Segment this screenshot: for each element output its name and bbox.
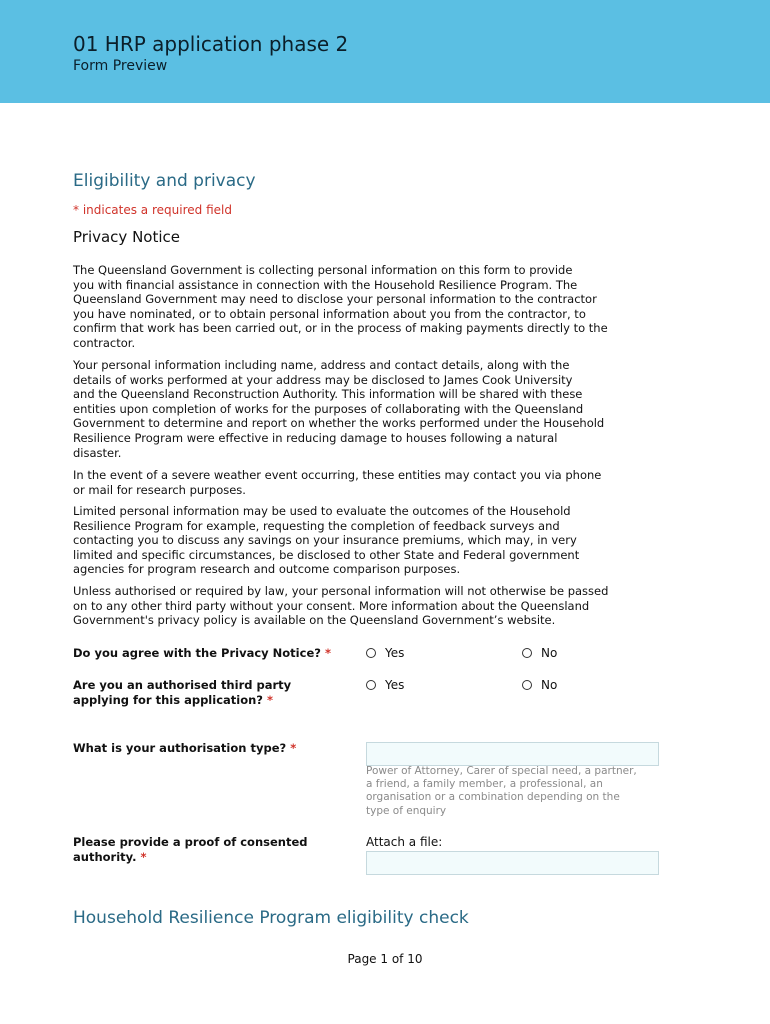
text-line: Your personal information including name, address and contact details, along with the [73, 358, 570, 372]
text-line: contacting you to discuss any savings on your insurance premiums, which may, in very [73, 533, 577, 548]
attach-file-label: Attach a file: [366, 835, 443, 849]
help-line: Power of Attorney, Carer of special need, a partner, [366, 765, 637, 777]
header-banner [0, 0, 770, 103]
text-line: In the event of a severe weather event occurring, these entities may contact you via phone [73, 468, 602, 482]
text-line: details of works performed at your address may be disclosed to James Cook University [73, 372, 573, 387]
authorised-third-party-label [73, 678, 363, 707]
text-line: Resilience Program for example, requesting the completion of feedback surveys and [73, 518, 560, 533]
text-line: you with financial assistance in connection with the Household Resilience Program. The [73, 277, 578, 292]
privacy-agree-label [73, 646, 363, 661]
authorisation-type-label [73, 741, 363, 756]
privacy-paragraph [73, 358, 685, 460]
required-field-note: * indicates a required field [73, 203, 232, 217]
form-title: 01 HRP application phase 2 [73, 32, 349, 56]
text-line: disaster. [73, 445, 122, 460]
question-text: Are you an authorised third party [73, 678, 292, 692]
radio-label: No [541, 678, 558, 692]
radio-circle-icon[interactable] [366, 680, 376, 690]
question-text: applying for this application? [73, 692, 263, 707]
third-party-yes-radio[interactable] [366, 678, 404, 692]
text-line: limited and specific circumstances, be disclosed to other State and Federal government [73, 547, 580, 562]
required-mark: * [324, 646, 331, 660]
text-line: or mail for research purposes. [73, 482, 246, 497]
text-line: confirm that work has been carried out, or in the process of making payments directly to the [73, 321, 608, 336]
text-line: agencies for program research and outcome comparison purposes. [73, 562, 461, 577]
question-text: Please provide a proof of consented [73, 835, 308, 849]
question-text: Do you agree with the Privacy Notice? [73, 646, 321, 660]
text-line: Government to determine and report on whether the works performed under the Household [73, 416, 605, 431]
text-line: entities upon completion of works for the purposes of collaborating with the Queensland [73, 401, 584, 416]
text-line: Unless authorised or required by law, your personal information will not otherwise be passed [73, 584, 609, 598]
help-line: a friend, a family member, a professional, an [366, 778, 603, 791]
required-mark: * [266, 692, 273, 707]
form-subtitle: Form Preview [73, 58, 168, 74]
radio-circle-icon[interactable] [366, 648, 376, 658]
required-mark: * [290, 741, 297, 755]
attach-file-input[interactable] [366, 851, 659, 875]
radio-circle-icon[interactable] [522, 680, 532, 690]
privacy-agree-yes-radio[interactable] [366, 646, 404, 660]
privacy-paragraph [73, 584, 685, 628]
question-text: authority. [73, 849, 137, 864]
radio-label: No [541, 646, 558, 660]
privacy-paragraph [73, 263, 685, 351]
privacy-agree-no-radio[interactable] [522, 646, 557, 660]
page-number: Page 1 of 10 [347, 952, 423, 966]
text-line: on to any other third party without your consent. More information about the Queensland [73, 598, 590, 613]
required-mark: * [140, 849, 147, 864]
help-line: organisation or a combination depending on the [366, 791, 620, 804]
radio-label: Yes [385, 646, 405, 660]
authorisation-type-input[interactable] [366, 742, 659, 766]
section-heading-eligibility-check: Household Resilience Program eligibility check [73, 908, 469, 928]
radio-label: Yes [385, 678, 405, 692]
text-line: you have nominated, or to obtain personal information about you from the contractor, to [73, 306, 586, 321]
privacy-paragraph [73, 504, 685, 577]
section-heading-eligibility: Eligibility and privacy [73, 171, 256, 191]
text-line: and the Queensland Reconstruction Authority. This information will be shared with these [73, 387, 583, 402]
question-text: What is your authorisation type? [73, 741, 287, 755]
privacy-paragraph [73, 468, 685, 497]
text-line: Limited personal information may be used to evaluate the outcomes of the Household [73, 504, 571, 518]
help-line: type of enquiry [366, 804, 447, 817]
text-line: Government's privacy policy is available on the Queensland Government’s website. [73, 613, 556, 628]
text-line: contractor. [73, 335, 136, 350]
third-party-no-radio[interactable] [522, 678, 557, 692]
text-line: The Queensland Government is collecting personal information on this form to provide [73, 263, 573, 277]
proof-of-authority-label [73, 835, 363, 864]
text-line: Queensland Government may need to disclose your personal information to the contractor [73, 292, 597, 307]
authorisation-type-help [366, 765, 676, 818]
text-line: Resilience Program were effective in reducing damage to houses following a natural [73, 430, 558, 445]
privacy-notice-heading: Privacy Notice [73, 228, 180, 246]
radio-circle-icon[interactable] [522, 648, 532, 658]
